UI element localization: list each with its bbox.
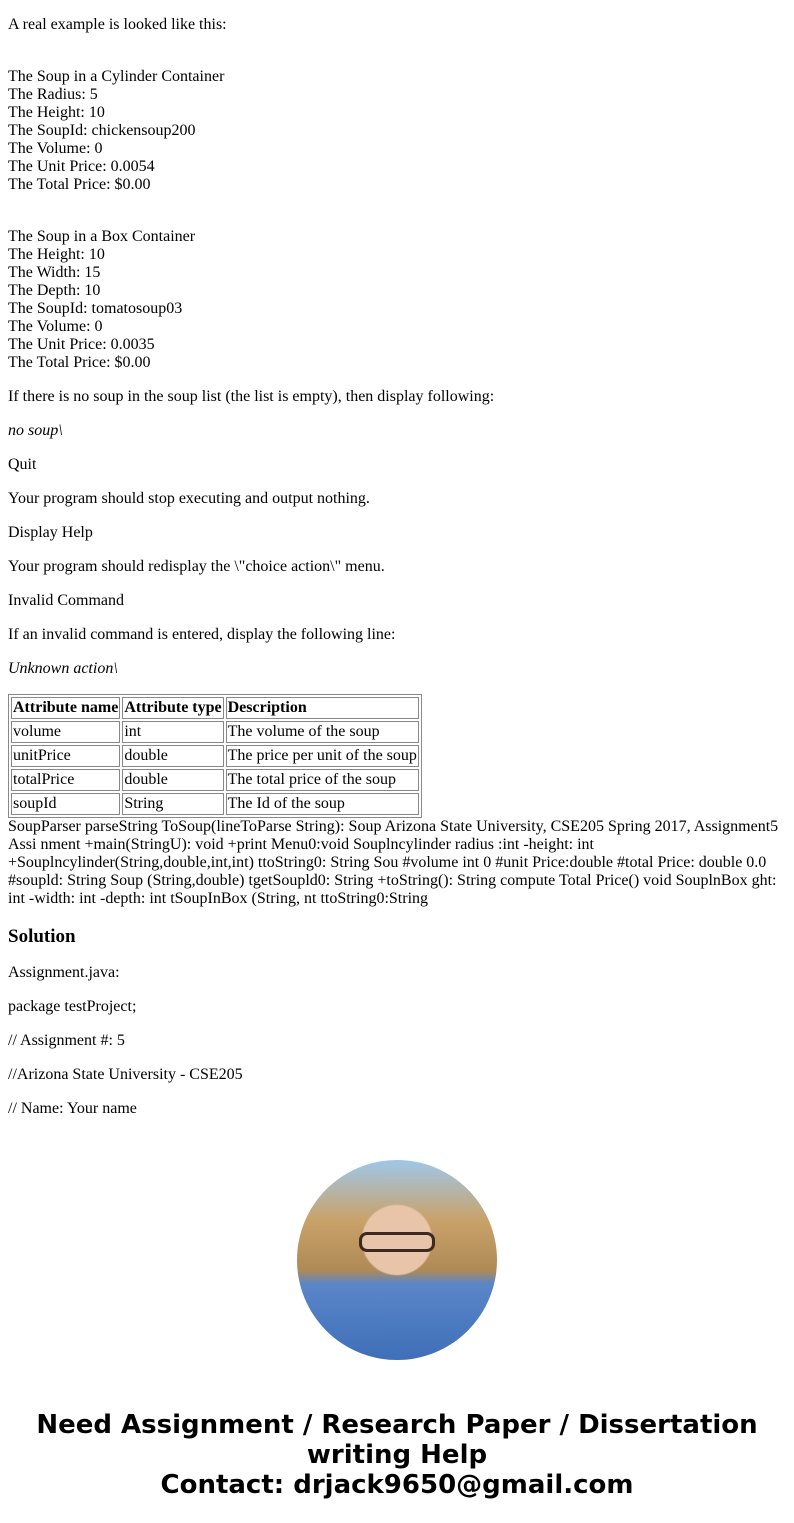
output-line: The SoupId: chickensoup200 <box>8 122 196 139</box>
output-line: The Depth: 10 <box>8 282 101 299</box>
paragraph: Quit <box>8 456 37 473</box>
code-line: // Assignment #: 5 <box>8 1032 125 1049</box>
cylinder-example <box>8 68 786 194</box>
code-line: //Arizona State University - CSE205 <box>8 1066 243 1083</box>
cell: String <box>122 793 223 815</box>
cell: unitPrice <box>11 745 120 767</box>
cell: int <box>122 721 223 743</box>
contact-banner <box>8 1410 786 1500</box>
paragraph: Invalid Command <box>8 592 124 609</box>
attribute-table <box>8 694 422 818</box>
contact-email[interactable]: Contact: drjack9650@gmail.com <box>160 1470 634 1500</box>
output-line: The Total Price: $0.00 <box>8 354 151 371</box>
paragraph: If there is no soup in the soup list (the list is empty), then display following: <box>8 388 495 405</box>
help-text: Need Assignment / Research Paper / Dissertation writing Help <box>36 1410 758 1470</box>
solution-heading: Solution <box>8 926 76 947</box>
header-cell: Attribute name <box>11 697 120 719</box>
output-line: The Height: 10 <box>8 104 105 121</box>
code-line: package testProject; <box>8 998 137 1015</box>
author-photo <box>297 1160 497 1360</box>
no-soup-output: no soup\ <box>8 422 63 439</box>
header-cell: Description <box>226 697 419 719</box>
box-example <box>8 228 786 372</box>
cell: soupId <box>11 793 120 815</box>
table-row <box>11 793 419 815</box>
cell: volume <box>11 721 120 743</box>
output-line: The SoupId: tomatosoup03 <box>8 300 183 317</box>
cell: The Id of the soup <box>226 793 419 815</box>
output-line: The Radius: 5 <box>8 86 98 103</box>
output-line: The Soup in a Box Container <box>8 228 196 245</box>
output-line: The Volume: 0 <box>8 318 103 335</box>
table-row <box>11 745 419 767</box>
cell: totalPrice <box>11 769 120 791</box>
output-line: The Unit Price: 0.0054 <box>8 158 155 175</box>
table-row <box>11 769 419 791</box>
output-line: The Volume: 0 <box>8 140 103 157</box>
output-line: The Soup in a Cylinder Container <box>8 68 225 85</box>
code-line: Assignment.java: <box>8 964 120 981</box>
paragraph: Your program should stop executing and output nothing. <box>8 490 370 507</box>
output-line: The Width: 15 <box>8 264 101 281</box>
cell: The total price of the soup <box>226 769 419 791</box>
table-row <box>11 721 419 743</box>
paragraph: If an invalid command is entered, display the following line: <box>8 626 396 643</box>
paragraph: Your program should redisplay the \"choice action\" menu. <box>8 558 385 575</box>
output-line: The Unit Price: 0.0035 <box>8 336 155 353</box>
cell: double <box>122 745 223 767</box>
unknown-action-output: Unknown action\ <box>8 660 118 677</box>
cell: The volume of the soup <box>226 721 419 743</box>
intro-text: A real example is looked like this: <box>8 16 227 33</box>
code-line: // Name: Your name <box>8 1100 137 1117</box>
output-line: The Total Price: $0.00 <box>8 176 151 193</box>
table-header-row <box>11 697 419 719</box>
paragraph: Display Help <box>8 524 93 541</box>
cell: The price per unit of the soup <box>226 745 419 767</box>
header-cell: Attribute type <box>122 697 223 719</box>
uml-text: SoupParser parseString ToSoup(lineToParse String): Soup Arizona State University, CSE205 Spring 2017, Assignment5 Assi nment +main(StringU): void +print Menu0:void Souplncylinder radius :int -height: int +Souplncylinder(String,double,int,int) ttoString0: String Sou #volume int 0 #unit Price:double #total Price: double 0.0 #soupld: String Soup (String,double) tgetSoupld0: String +toString(): String compute Total Price() void SouplnBox ght: int -width: int -depth: int tSoupInBox (String, nt ttoString0:String <box>8 818 779 907</box>
cell: double <box>122 769 223 791</box>
output-line: The Height: 10 <box>8 246 105 263</box>
glasses-icon <box>359 1232 435 1252</box>
